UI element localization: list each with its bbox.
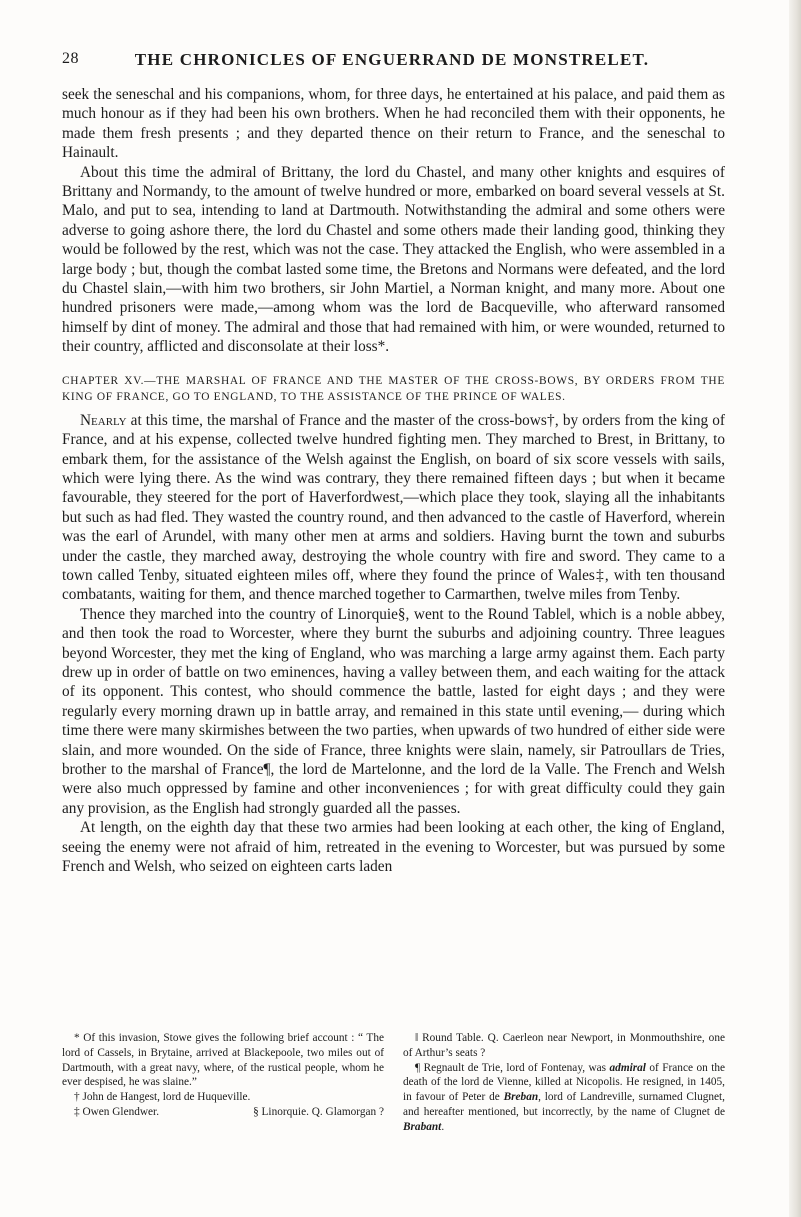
- paragraph-2: About this time the admiral of Brittany, the lord du Chastel, and many other knights and esquires of Brittany and Normandy, to the amount of twelve hundred or more, embarked on board several vessels at St. Malo, and put to sea, intending to land at Dartmouth. Notwithstanding the admiral and some others were adverse to going ashore there, the lord du Chastel and some others made their landing good, thinking they would be followed by the rest, which was not the case. They attacked the English, who were assembled in a large body ; but, though the combat lasted some time, the Bretons and Normans were defeated, and the lord du Chastel slain,—with him two brothers, sir John Martiel, a Norman knight, and many more. About one hundred prisoners were made,—among whom was the lord de Bacqueville, who afterward ransomed himself by dint of money. The admiral and those that had remained with him, or were wounded, returned to their country, afflicted and disconsolate at their loss*.: [62, 163, 725, 356]
- footnote-6-part: of France on the death of the lord de Vienne, killed at Nicopolis. He resigned, in 1405, in favour of Peter de: [403, 1061, 725, 1104]
- paragraph-3-lead-word: Nearly: [80, 411, 127, 429]
- footnote-6-part: .: [441, 1120, 445, 1133]
- paragraph-1: seek the seneschal and his companions, whom, for three days, he entertained at his palace, and paid them as much honour as if they had been his own brothers. When he had reconciled them with their opponents, he made them fresh presents ; and they departed thence on their return to France, and the seneschal to Hainault.: [62, 86, 725, 162]
- footnote-6-italic-brabant: Brabant: [403, 1120, 442, 1133]
- footnote-row-3-4: [62, 1105, 384, 1120]
- page-number: 28: [62, 50, 79, 67]
- footnote-6-italic-breban: Breban: [503, 1091, 539, 1104]
- paragraph-5: At length, on the eighth day that these two armies had been looking at each other, the king of England, seeing the enemy were not afraid of him, retreated in the evening to Worcester, but was pursued by some French and Welsh, who seized on eighteen carts laden: [62, 819, 725, 876]
- footnote-6-part: , lord of Landreville, surnamed Clugnet, and hereafter mentioned, but incorrectly, by the name of Clugnet de: [403, 1091, 725, 1118]
- footnotes-right-column: [403, 1031, 725, 1135]
- footnote-1: * Of this invasion, Stowe gives the following brief account : “ The lord of Cassels, in Brytaine, arrived at Blackepoole, two miles out of Dartmouth, with a great navy, where, of the rustical people, whom he ever despised, he was slaine.”: [62, 1032, 384, 1089]
- footnote-6-part: ¶ Regnault de Trie, lord of Fontenay, was: [415, 1061, 610, 1074]
- footnote-4: § Linorquie. Q. Glamorgan ?: [253, 1105, 384, 1118]
- running-title: THE CHRONICLES OF ENGUERRAND DE MONSTRELET.: [134, 50, 650, 69]
- paragraph-4: Thence they marched into the country of Linorquie§, went to the Round Table‖, which is a noble abbey, and then took the road to Worcester, where they burnt the suburbs and adjoining country. Three leagues beyond Worcester, they met the king of England, who was marching a large army against them. Each party drew up in order of battle on two eminences, having a valley between them, and each waiting for the attack of its opponent. This contest, who should commence the battle, lasted for eight days ; and they were regularly every morning drawn up in battle array, and remained in this state until evening,— during which time there were many skirmishes between the two parties, when upwards of two hundred of either side were slain, and more wounded. On the side of France, three knights were slain, namely, sir Patroullars de Tries, brother to the marshal of France¶, the lord de Martelonne, and the lord de la Valle. The French and Welsh were also much oppressed by famine and other inconveniences ; for with great difficulty could they gain any provision, as the English had strongly guarded all the passes.: [62, 605, 725, 817]
- footnote-6-italic-admiral: admiral: [609, 1061, 646, 1074]
- body-text: [62, 85, 725, 876]
- paragraph-3-text: at this time, the marshal of France and the master of the cross-bows†, by orders from the king of France, and at his expense, collected twelve hundred fighting men. They marched to Brest, in Brittany, to embark them, for the assistance of the Welsh against the English, on board of six score vessels with sails, which were lying there. As the wind was contrary, they there remained fifteen days ; but when it became favourable, they steered for the port of Haverfordwest,—which place they took, slaying all the inhabitants but such as had fled. They wasted the country round, and then advanced to the castle of Haverford, wherein was the earl of Arundel, with many other men at arms and soldiers. Having burnt the town and suburbs under the castle, they marched away, destroying the whole country with fire and sword. They came to a town called Tenby, situated eighteen miles off, where they found the prince of Wales‡, with ten thousand combatants, waiting for them, and thence marched together to Carmarthen, twelve miles from Tenby.: [62, 411, 725, 604]
- chapter-heading: CHAPTER XV.—THE MARSHAL OF FRANCE AND THE MASTER OF THE CROSS-BOWS, BY ORDERS FROM THE KING OF FRANCE, GO TO ENGLAND, TO THE ASSISTANCE OF THE PRINCE OF WALES.: [62, 374, 725, 403]
- footnote-6: [403, 1061, 725, 1135]
- footnotes-left-column: [62, 1031, 384, 1135]
- page-edge: [789, 0, 801, 1217]
- footnote-5: ‖ Round Table. Q. Caerleon near Newport, in Monmouthshire, one of Arthur’s seats ?: [403, 1032, 725, 1059]
- footnote-3: ‡ Owen Glendwer.: [74, 1105, 160, 1118]
- footnotes: [62, 1031, 725, 1135]
- page-header: [62, 50, 722, 70]
- footnote-2: † John de Hangest, lord de Huqueville.: [74, 1091, 251, 1104]
- paragraph-3: [62, 411, 725, 605]
